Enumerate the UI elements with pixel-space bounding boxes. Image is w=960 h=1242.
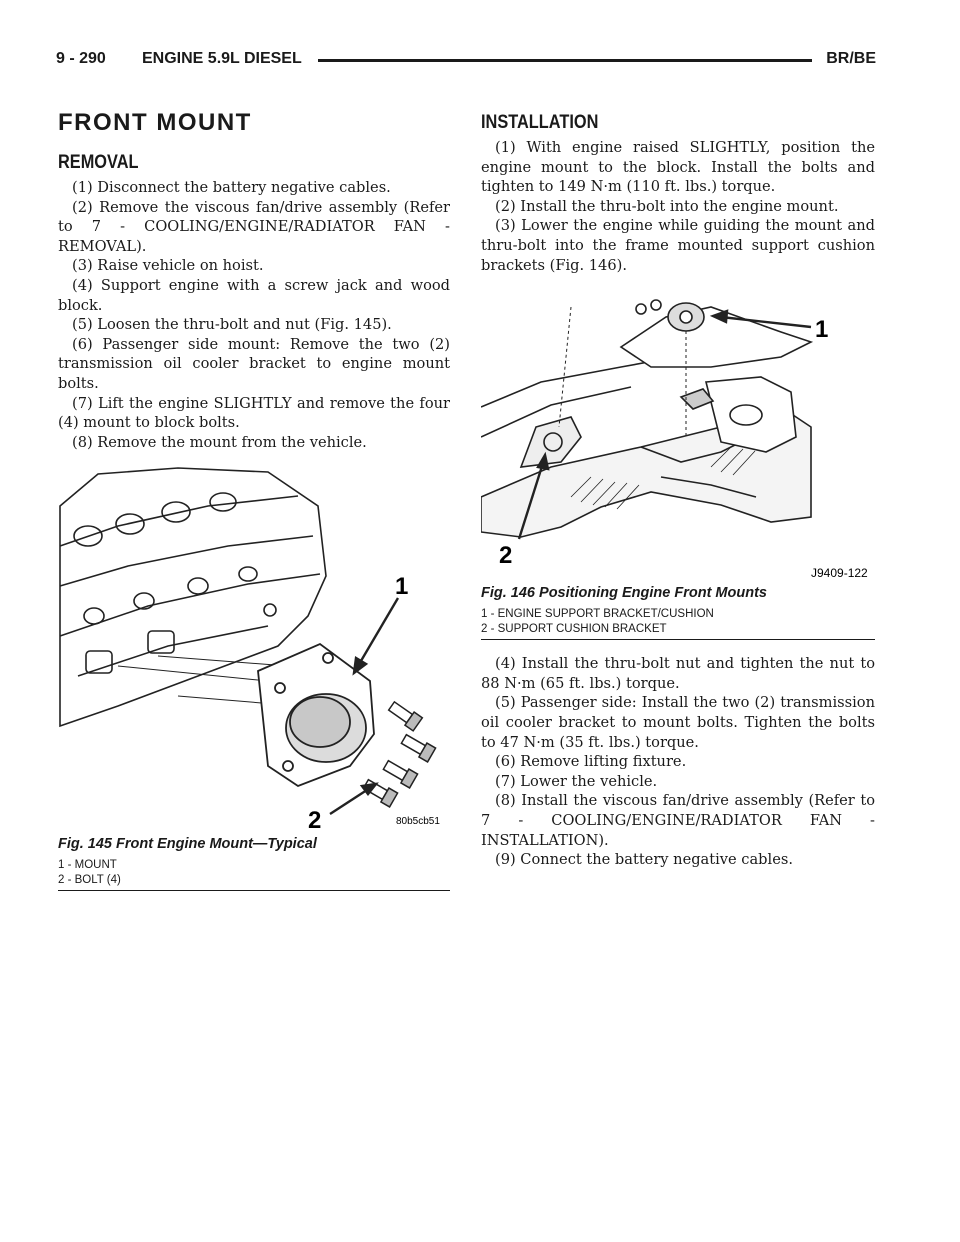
figure-code: 80b5cb51 bbox=[396, 816, 440, 828]
removal-step: (3) Raise vehicle on hoist. bbox=[72, 257, 264, 275]
removal-steps bbox=[58, 178, 450, 452]
front-mounts-illustration bbox=[481, 287, 875, 583]
page-header bbox=[56, 46, 876, 74]
removal-step: (8) Remove the mount from the vehicle. bbox=[72, 433, 367, 451]
callout-1: 1 bbox=[395, 573, 409, 601]
figure-rule bbox=[58, 890, 450, 891]
figure-legend-item: 2 - SUPPORT CUSHION BRACKET bbox=[481, 623, 667, 636]
removal-step: (4) Support engine with a screw jack and wood block. bbox=[58, 276, 450, 314]
installation-step: (9) Connect the battery negative cables. bbox=[495, 851, 793, 869]
subheading-removal: REMOVAL bbox=[58, 152, 139, 173]
installation-step: (2) Install the thru-bolt into the engine mount. bbox=[495, 197, 839, 215]
header-rule bbox=[318, 59, 812, 62]
removal-step: (5) Loosen the thru-bolt and nut (Fig. 145). bbox=[72, 316, 392, 334]
section-title: ENGINE 5.9L DIESEL bbox=[142, 50, 302, 67]
figure-146 bbox=[481, 287, 875, 640]
installation-step: (3) Lower the engine while guiding the mount and thru-bolt into the frame mounted support cushion brackets (Fig. 146). bbox=[481, 217, 875, 274]
subheading-installation: INSTALLATION bbox=[481, 112, 599, 133]
figure-caption: Fig. 146 Positioning Engine Front Mounts bbox=[481, 585, 767, 602]
installation-step: (6) Remove lifting fixture. bbox=[495, 753, 687, 771]
figure-caption: Fig. 145 Front Engine Mount—Typical bbox=[58, 836, 317, 853]
installation-step: (4) Install the thru-bolt nut and tighten the nut to 88 N·m (65 ft. lbs.) torque. bbox=[481, 655, 875, 692]
callout-2: 2 bbox=[308, 807, 322, 835]
section-heading-front-mount: FRONT MOUNT bbox=[58, 109, 252, 136]
figure-rule bbox=[481, 639, 875, 640]
installation-step: (7) Lower the vehicle. bbox=[495, 772, 658, 790]
installation-step: (8) Install the viscous fan/drive assembly (Refer to 7 - COOLING/ENGINE/RADIATOR FAN - INSTALLATION). bbox=[481, 792, 875, 849]
removal-step: (2) Remove the viscous fan/drive assembly (Refer to 7 - COOLING/ENGINE/RADIATOR FAN - REMOVAL). bbox=[58, 198, 450, 255]
figure-legend-item: 2 - BOLT (4) bbox=[58, 874, 121, 887]
right-column bbox=[481, 112, 875, 870]
left-column bbox=[58, 108, 450, 891]
figure-legend-item: 1 - ENGINE SUPPORT BRACKET/CUSHION bbox=[481, 608, 714, 621]
removal-step: (6) Passenger side mount: Remove the two (2) transmission oil cooler bracket to engine mount bolts. bbox=[58, 335, 450, 392]
figure-legend-item: 1 - MOUNT bbox=[58, 859, 117, 872]
figure-145 bbox=[58, 466, 450, 891]
figure-code: J9409-122 bbox=[811, 566, 868, 581]
callout-2: 2 bbox=[499, 542, 513, 570]
installation-step: (5) Passenger side: Install the two (2) transmission oil cooler bracket to mount bolts. Tighten the bolts to 47 N·m (35 ft. lbs.) torque. bbox=[481, 694, 875, 751]
removal-step: (1) Disconnect the battery negative cables. bbox=[72, 179, 391, 196]
installation-steps-a bbox=[481, 138, 875, 275]
installation-step: (1) With engine raised SLIGHTLY, position the engine mount to the block. Install the bolts and tighten to 149 N·m (110 ft. lbs.) torque. bbox=[481, 139, 875, 196]
model-code: BR/BE bbox=[826, 50, 876, 67]
callout-1: 1 bbox=[815, 316, 829, 344]
installation-steps-b bbox=[481, 654, 875, 870]
engine-mount-illustration bbox=[58, 466, 450, 834]
page-number: 9 - 290 bbox=[56, 50, 106, 67]
removal-step: (7) Lift the engine SLIGHTLY and remove the four (4) mount to block bolts. bbox=[58, 394, 450, 432]
